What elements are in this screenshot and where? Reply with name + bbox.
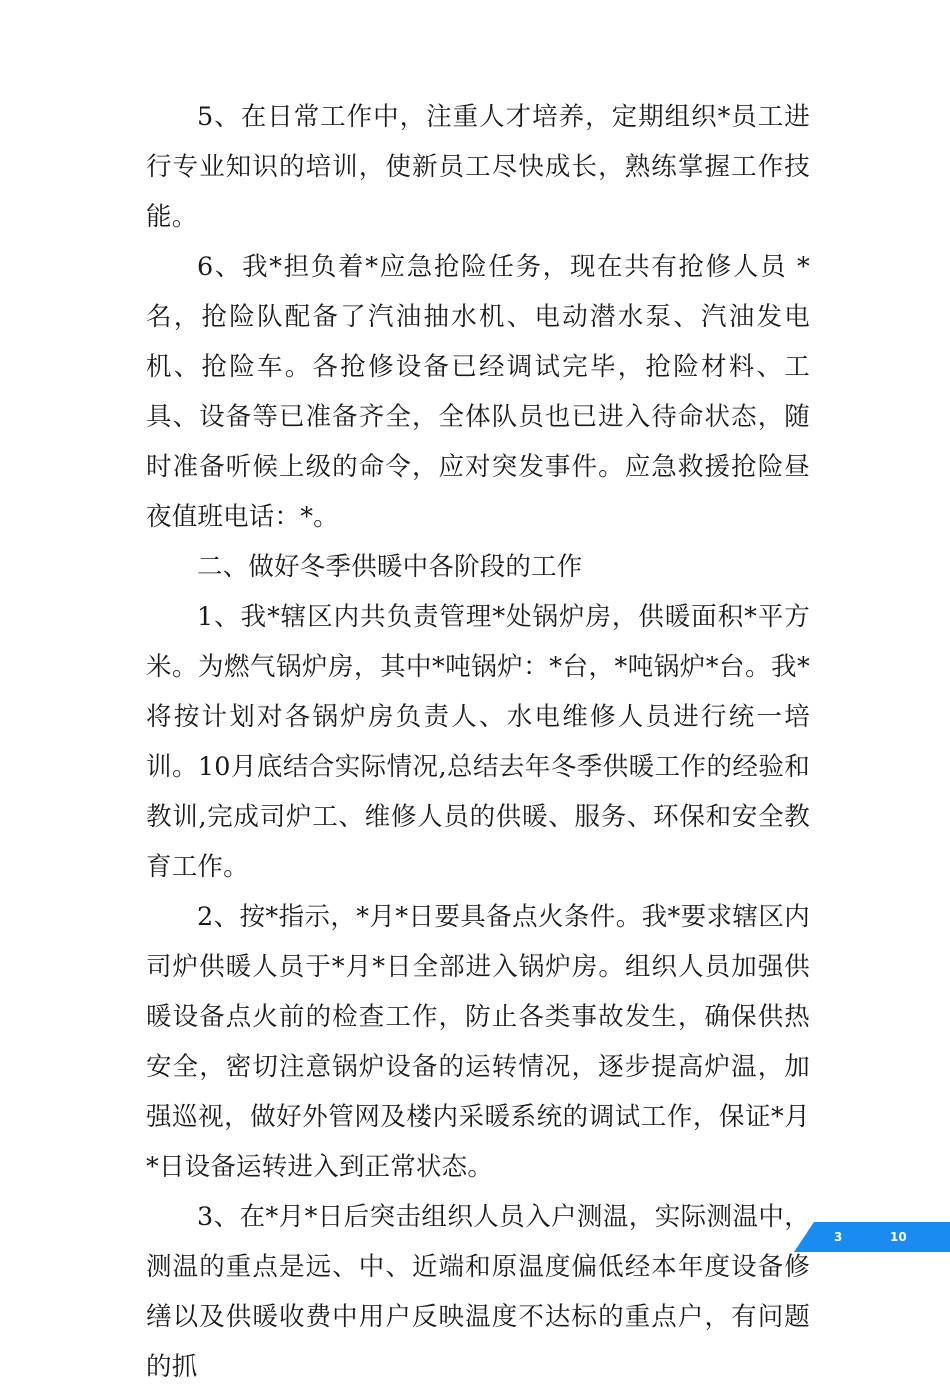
page-number: 3 — [834, 1230, 843, 1244]
paragraph-section-item-3: 3、在*月*日后突击组织人员入户测温，实际测温中，测温的重点是远、中、近端和原温度偏低经本年度设备修缮以及供暖收费中用户反映温度不达标的重点户，有问题的抓 — [146, 1202, 810, 1382]
page-total: 10 — [890, 1230, 907, 1244]
paragraph-item-6: 6、我*担负着*应急抢险任务，现在共有抢修人员 *名，抢险队配备了汽油抽水机、电动潜水泵、汽油发电机、抢险车。各抢修设备已经调试完毕，抢险材料、工具、设备等已准备齐全，全体队员也已进入待命状态，随时准备听候上级的命令，应对突发事件。应急救援抢险昼夜值班电话：*。 — [146, 252, 810, 532]
document-body — [146, 92, 810, 1392]
footer-accent-band — [794, 1222, 950, 1252]
paragraph-item-5: 5、在日常工作中，注重人才培养，定期组织*员工进行专业知识的培训，使新员工尽快成长，熟练掌握工作技能。 — [146, 102, 810, 232]
page-footer — [794, 1222, 950, 1252]
paragraph-section-item-1: 1、我*辖区内共负责管理*处锅炉房，供暖面积*平方米。为燃气锅炉房，其中*吨锅炉：*台，*吨锅炉*台。我*将按计划对各锅炉房负责人、水电维修人员进行统一培训。10月底结合实际情况,总结去年冬季供暖工作的经验和教训,完成司炉工、维修人员的供暖、服务、环保和安全教育工作。 — [146, 602, 810, 882]
paragraph-section-item-2: 2、按*指示，*月*日要具备点火条件。我*要求辖区内司炉供暖人员于*月*日全部进入锅炉房。组织人员加强供暖设备点火前的检查工作，防止各类事故发生，确保供热安全，密切注意锅炉设备的运转情况，逐步提高炉温，加强巡视，做好外管网及楼内采暖系统的调试工作，保证*月*日设备运转进入到正常状态。 — [146, 902, 810, 1182]
section-heading: 二、做好冬季供暖中各阶段的工作 — [197, 552, 583, 582]
